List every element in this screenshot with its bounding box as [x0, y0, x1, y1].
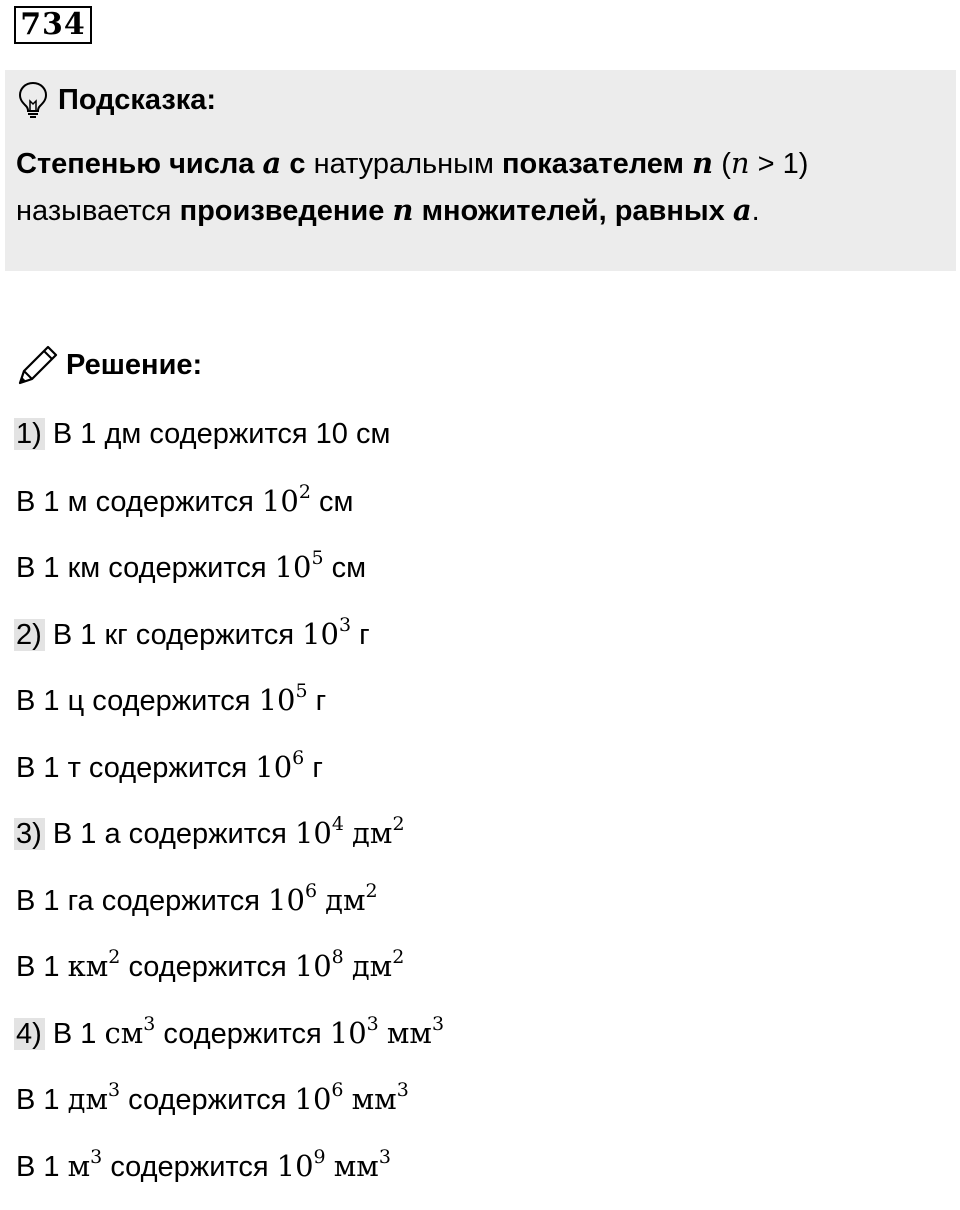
hint-text: Степенью числа a с натуральным показателем n (n > 1) называется произведение n множителей, равных a.	[16, 140, 936, 234]
solution-line: В 1 га содержится $10^6$ $дм^2$	[16, 878, 946, 945]
solution-line: В 1 ц содержится $10^5$ г	[16, 678, 946, 745]
solution-line: В 1 т содержится $10^6$ г	[16, 745, 946, 812]
solution-header	[16, 342, 202, 388]
solution-line: В 1 $дм^3$ содержится $10^6$ $мм^3$	[16, 1077, 946, 1144]
solution-line: 1) В 1 дм содержится 10 см	[16, 412, 946, 479]
pencil-icon	[16, 343, 60, 387]
solution-line: 4) В 1 $см^3$ содержится $10^3$ $мм^3$	[16, 1011, 946, 1078]
solution-line: 3) В 1 а содержится $10^4$ $дм^2$	[16, 811, 946, 878]
lightbulb-icon	[18, 81, 48, 119]
solution-line: В 1 $км^2$ содержится $10^8$ $дм^2$	[16, 944, 946, 1011]
problem-number: 734	[14, 6, 92, 44]
solution-lines	[16, 412, 946, 1210]
hint-title: Подсказка:	[58, 84, 216, 117]
solution-line: В 1 м содержится $10^2$ см	[16, 479, 946, 546]
solution-line: 2) В 1 кг содержится $10^3$ г	[16, 612, 946, 679]
hint-header	[18, 80, 216, 120]
solution-title: Решение:	[66, 349, 202, 382]
solution-line: В 1 $м^3$ содержится $10^9$ $мм^3$	[16, 1144, 946, 1210]
solution-line: В 1 км содержится $10^5$ см	[16, 545, 946, 612]
